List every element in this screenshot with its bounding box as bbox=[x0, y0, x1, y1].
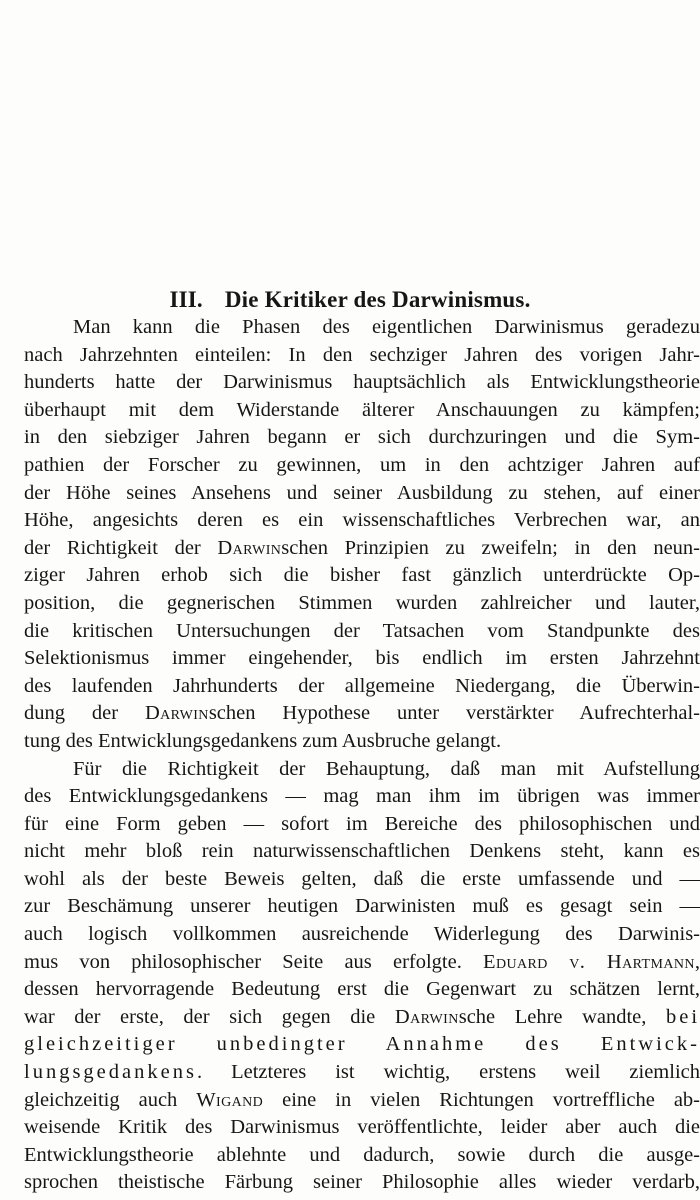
text-line: weisende Kritik des Darwinismus veröffentlichte, leider aber auch die bbox=[24, 1116, 700, 1139]
text-line: dessen hervorragende Bedeutung erst die Gegenwart zu schätzen lernt, bbox=[24, 978, 700, 1001]
text-line: Man kann die Phasen des eigentlichen Darwinismus geradezu bbox=[73, 316, 700, 338]
name-darwin: Darwin bbox=[217, 536, 282, 559]
name-darwin: Darwin bbox=[394, 1005, 459, 1028]
text-line: hunderts hatte der Darwinismus hauptsächlich als Entwicklungstheorie bbox=[24, 371, 700, 394]
name-wigand: Wigand bbox=[196, 1088, 264, 1111]
text-line: position, die gegnerischen Stimmen wurden zahlreicher und lauter, bbox=[24, 591, 700, 614]
spaced-emphasis: bei bbox=[665, 1005, 700, 1028]
text-line: ziger Jahren erhob sich die bisher fast gänzlich unterdrückte Op- bbox=[24, 564, 700, 587]
text-line: Für die Richtigkeit der Behauptung, daß man mit Aufstellung bbox=[73, 757, 700, 780]
text-line: des Entwicklungsgedankens — mag man ihm im übrigen was immer bbox=[24, 785, 700, 808]
text-line: dung der Darwinschen Hypothese unter verstärkter Aufrechterhal- bbox=[24, 702, 700, 725]
spaced-emphasis-line: gleichzeitiger unbedingter Annahme des Entwick- bbox=[24, 1033, 700, 1056]
text-line: war der erste, der sich gegen die Darwinsche Lehre wandte, bei bbox=[24, 1005, 700, 1028]
text-line: die kritischen Untersuchungen der Tatsachen vom Standpunkte des bbox=[24, 619, 700, 642]
text-line: Entwicklungstheorie ablehnte und dadurch, sowie durch die ausge- bbox=[24, 1143, 700, 1166]
text-line: tung des Entwicklungsgedankens zum Ausbruche gelangt. bbox=[24, 729, 502, 752]
text-line: Höhe, angesichts deren es ein wissenschaftliches Verbrechen war, an bbox=[24, 509, 700, 532]
text-line: für eine Form geben — sofort im Bereiche des philosophischen und bbox=[24, 812, 700, 835]
text-line: zur Beschämung unserer heutigen Darwinisten muß es gesagt sein — bbox=[24, 895, 700, 918]
body-text bbox=[24, 314, 700, 1197]
text-line: Selektionismus immer eingehender, bis endlich im ersten Jahrzehnt bbox=[24, 647, 700, 670]
text-line: sprochen theistische Färbung seiner Philosophie alles wieder verdarb, bbox=[24, 1171, 700, 1194]
text-line: mus von philosophischer Seite aus erfolgte. Eduard v. Hartmann, bbox=[24, 950, 700, 973]
spaced-emphasis: lungsgedankens bbox=[24, 1061, 197, 1084]
text-line: gleichzeitig auch Wigand eine in vielen Richtungen vortreffliche ab- bbox=[24, 1088, 700, 1111]
text-line: wohl als der beste Beweis gelten, daß die erste umfassende und — bbox=[24, 867, 700, 890]
name-darwin: Darwin bbox=[144, 702, 209, 725]
text-line: lungsgedankens. Letzteres ist wichtig, erstens weil ziemlich bbox=[24, 1061, 700, 1084]
text-line: des laufenden Jahrhunderts der allgemeine Niedergang, die Überwin- bbox=[24, 674, 700, 697]
text-line: nach Jahrzehnten einteilen: In den sechziger Jahren des vorigen Jahr- bbox=[24, 343, 700, 366]
chapter-title: Die Kritiker des Darwinismus. bbox=[224, 287, 531, 313]
chapter-heading bbox=[0, 283, 700, 317]
text-line: nicht mehr bloß rein naturwissenschaftlichen Denkens steht, kann es bbox=[24, 840, 700, 863]
text-line: in den siebziger Jahren begann er sich durchzuringen und die Sym- bbox=[24, 426, 700, 449]
chapter-number: III. bbox=[169, 287, 203, 313]
text-line: pathien der Forscher zu gewinnen, um in den achtziger Jahren auf bbox=[24, 453, 700, 476]
text-line: überhaupt mit dem Widerstande älterer Anschauungen zu kämpfen; bbox=[24, 398, 700, 421]
name-hartmann: Eduard v. Hartmann bbox=[483, 950, 695, 973]
text-line: auch logisch vollkommen ausreichende Widerlegung des Darwinis- bbox=[24, 923, 700, 946]
text-line: der Richtigkeit der Darwinschen Prinzipien zu zweifeln; in den neun- bbox=[24, 536, 700, 559]
text-line: der Höhe seines Ansehens und seiner Ausbildung zu stehen, auf einer bbox=[24, 481, 700, 504]
